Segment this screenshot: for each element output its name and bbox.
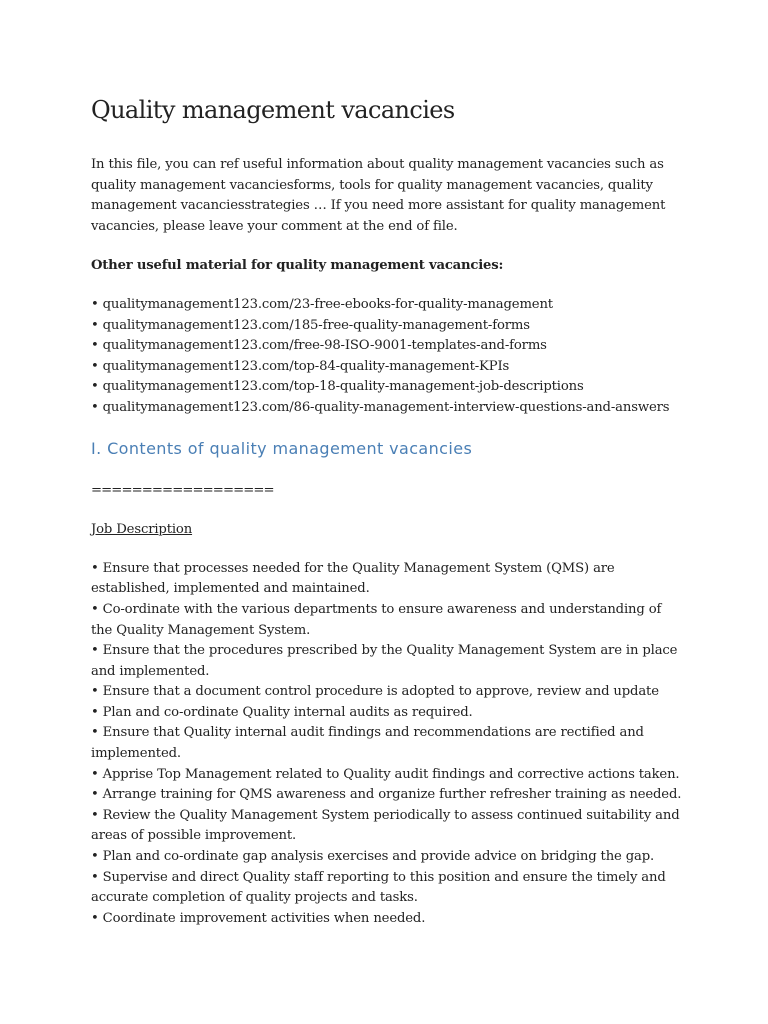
intro-paragraph: In this file, you can ref useful information about quality management vacancies such as quality management vacanciesforms, tools for quality management vacancies, quality management vacanciesstrategies … If you need more assistant for quality management vacancies, please leave your comment at the end of file. <box>91 157 666 234</box>
duty-item <box>91 765 686 786</box>
material-link-item <box>91 316 691 337</box>
duty-item <box>91 909 686 930</box>
material-link-text: qualitymanagement123.com/86-quality-management-interview-questions-and-answers <box>102 399 670 415</box>
document-page <box>91 92 691 929</box>
job-duty-list <box>91 559 686 930</box>
document-title: Quality management vacancies <box>91 96 455 124</box>
material-link-text: qualitymanagement123.com/23-free-ebooks-for-quality-management <box>102 296 553 312</box>
duty-text: Plan and co-ordinate Quality internal audits as required. <box>102 704 473 720</box>
material-link-item <box>91 398 691 419</box>
duty-item <box>91 600 686 641</box>
duty-item <box>91 847 686 868</box>
duty-text: Ensure that a document control procedure is adopted to approve, review and update <box>102 684 659 700</box>
duty-text: Ensure that Quality internal audit findings and recommendations are rectified and implemented. <box>91 725 644 762</box>
material-link-text: qualitymanagement123.com/top-18-quality-management-job-descriptions <box>102 379 584 395</box>
duty-text: Co-ordinate with the various departments to ensure awareness and understanding of the Quality Management System. <box>91 601 662 638</box>
material-link-item <box>91 377 691 398</box>
duty-text: Ensure that processes needed for the Quality Management System (QMS) are established, implemented and maintained. <box>91 560 615 597</box>
duty-item <box>91 806 686 847</box>
duty-text: Review the Quality Management System periodically to assess continued suitability and areas of possible improvement. <box>91 807 680 844</box>
material-link-item <box>91 336 691 357</box>
other-material-heading: Other useful material for quality management vacancies: <box>91 258 504 274</box>
separator-line: ================== <box>91 482 274 498</box>
material-link-text: qualitymanagement123.com/185-free-quality-management-forms <box>102 317 530 333</box>
duty-item <box>91 703 686 724</box>
material-link-text: qualitymanagement123.com/top-84-quality-management-KPIs <box>102 358 510 374</box>
duty-text: Coordinate improvement activities when needed. <box>102 910 426 926</box>
duty-text: Supervise and direct Quality staff reporting to this position and ensure the timely and accurate completion of quality projects and tasks. <box>91 869 666 906</box>
duty-text: Apprise Top Management related to Quality audit findings and corrective actions taken. <box>102 766 680 782</box>
material-link-item <box>91 357 691 378</box>
duty-text: Plan and co-ordinate gap analysis exercises and provide advice on bridging the gap. <box>102 849 655 865</box>
duty-text: Ensure that the procedures prescribed by the Quality Management System are in place and implemented. <box>91 643 678 679</box>
duty-text: Arrange training for QMS awareness and organize further refresher training as needed. <box>102 787 682 803</box>
duty-item <box>91 559 686 600</box>
duty-item <box>91 785 686 806</box>
material-link-item <box>91 295 691 316</box>
job-description-label: Job Description <box>91 522 193 538</box>
duty-item <box>91 682 686 703</box>
duty-item <box>91 641 686 682</box>
duty-item <box>91 723 686 764</box>
duty-item <box>91 868 686 909</box>
material-link-text: qualitymanagement123.com/free-98-ISO-9001-templates-and-forms <box>102 338 547 354</box>
material-link-list <box>91 295 691 419</box>
section-heading: I. Contents of quality management vacancies <box>91 438 473 458</box>
